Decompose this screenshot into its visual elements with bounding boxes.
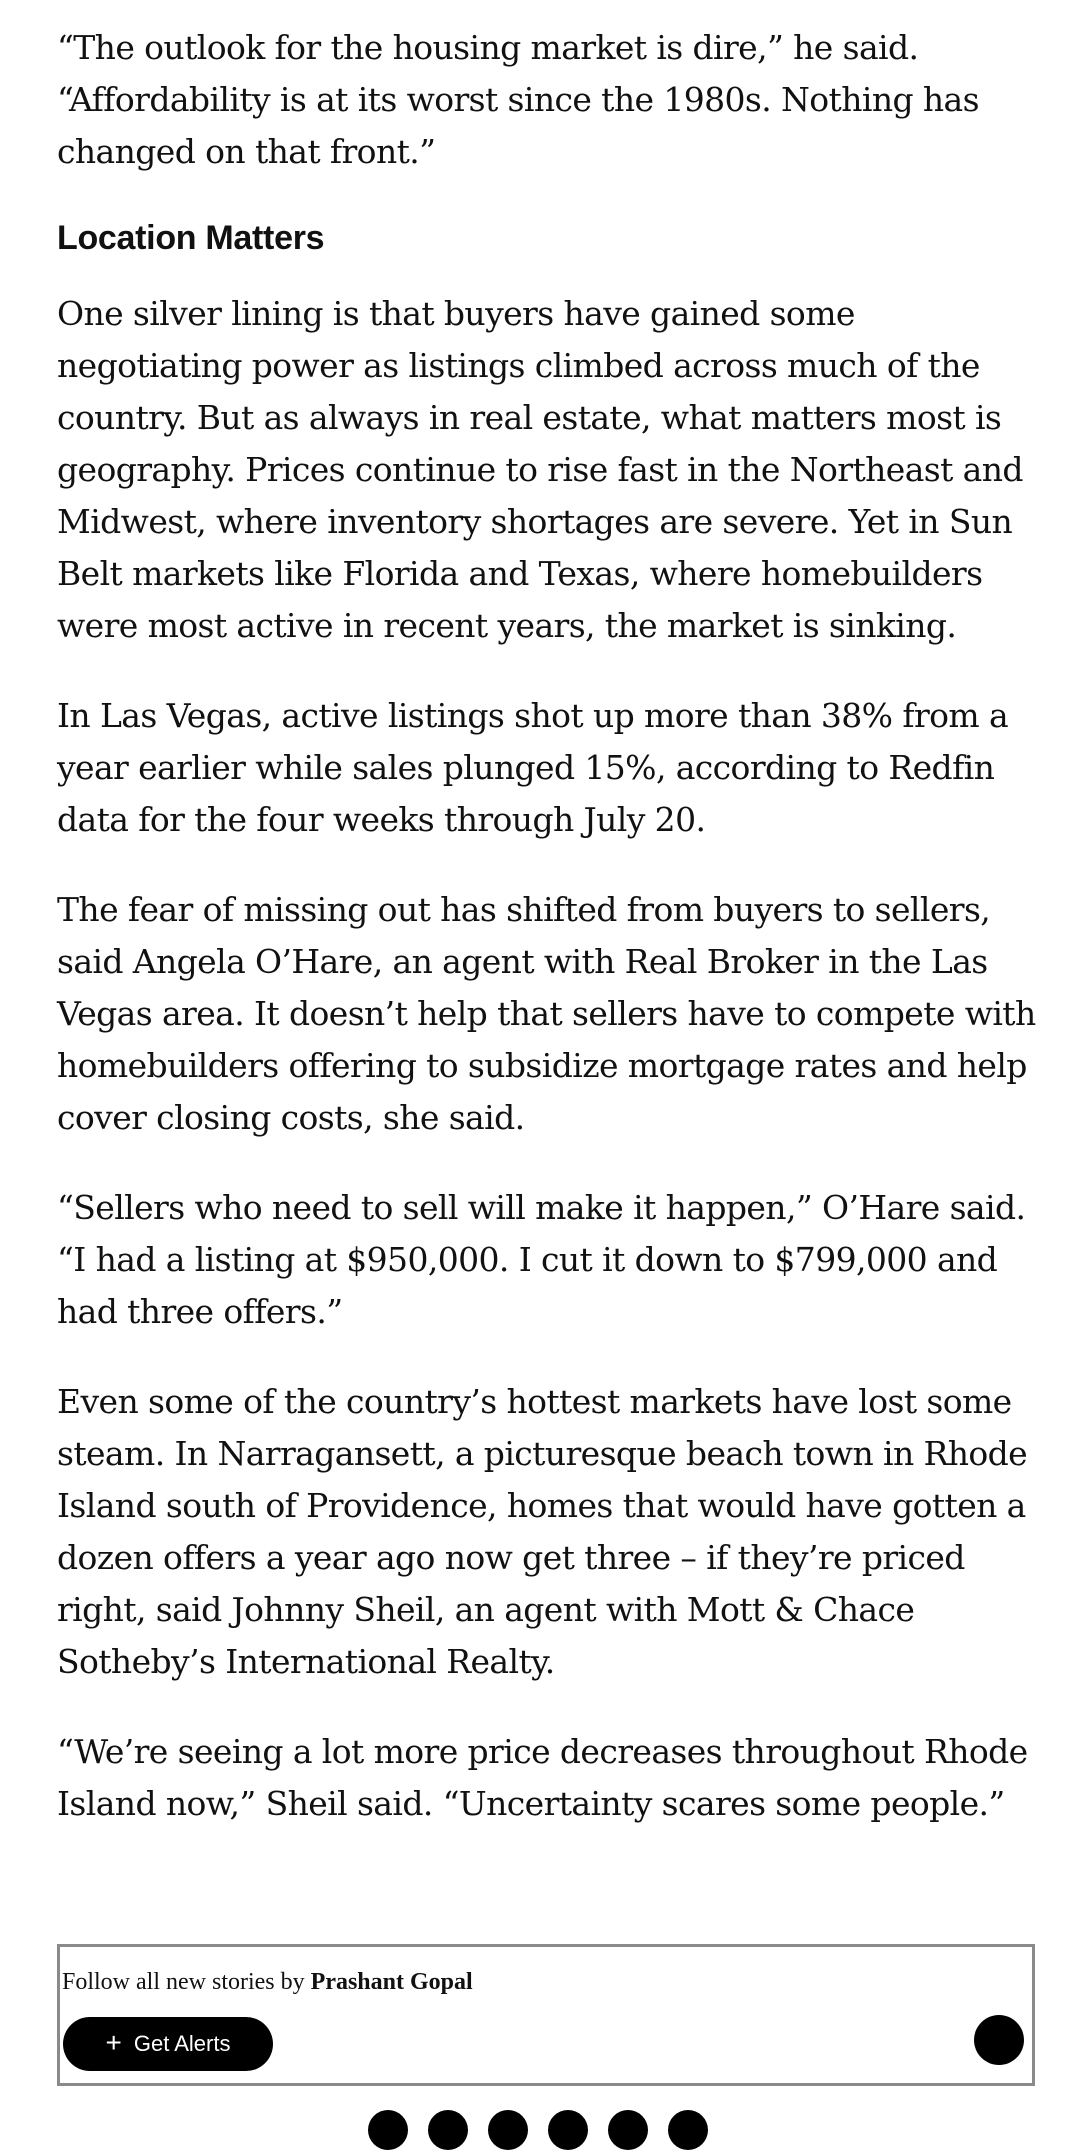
section-heading: Location Matters [57,219,325,257]
follow-author-box [57,1944,1035,2086]
share-icons-row [368,2110,728,2150]
article-paragraph: “The outlook for the housing market is dire,” he said. “Affordability is at its worst since the 1980s. Nothing has changed on that front.” [57,28,979,171]
dot-icon[interactable] [974,2015,1024,2065]
article-paragraph: In Las Vegas, active listings shot up more than 38% from a year earlier while sales plunged 15%, according to Redfin data for the four weeks through July 20. [57,696,1009,839]
follow-prefix: Follow all new stories by [62,1969,311,1995]
article-paragraph: Even some of the country’s hottest markets have lost some steam. In Narragansett, a picturesque beach town in Rhode Island south of Providence, homes that would have gotten a dozen offers a year ago now get three – if they’re priced right, said Johnny Sheil, an agent with Mott & Chace Sotheby’s International Realty. [57,1382,1028,1681]
article-body [57,22,1037,1868]
plus-icon: + [105,2026,122,2058]
get-alerts-label: Get Alerts [133,2031,231,2056]
share-icon-1[interactable] [368,2110,408,2150]
share-icon-5[interactable] [608,2110,648,2150]
article-paragraph: “Sellers who need to sell will make it happen,” O’Hare said. “I had a listing at $950,000. I cut it down to $799,000 and had three offers.” [57,1188,1026,1331]
follow-author-text [62,1967,473,1997]
share-icon-3[interactable] [488,2110,528,2150]
article-paragraph: The fear of missing out has shifted from buyers to sellers, said Angela O’Hare, an agent with Real Broker in the Las Vegas area. It doesn’t help that sellers have to compete with homebuilders offering to subsidize mortgage rates and help cover closing costs, she said. [57,890,1036,1137]
author-name[interactable]: Prashant Gopal [310,1969,473,1995]
share-icon-2[interactable] [428,2110,468,2150]
article-paragraph: One silver lining is that buyers have gained some negotiating power as listings climbed across much of the country. But as always in real estate, what matters most is geography. Prices continue to rise fast in the Northeast and Midwest, where inventory shortages are severe. Yet in Sun Belt markets like Florida and Texas, where homebuilders were most active in recent years, the market is sinking. [57,294,1023,645]
share-icon-4[interactable] [548,2110,588,2150]
get-alerts-button[interactable] [63,2017,273,2071]
article-paragraph: “We’re seeing a lot more price decreases throughout Rhode Island now,” Sheil said. “Uncertainty scares some people.” [57,1732,1028,1823]
share-icon-6[interactable] [668,2110,708,2150]
